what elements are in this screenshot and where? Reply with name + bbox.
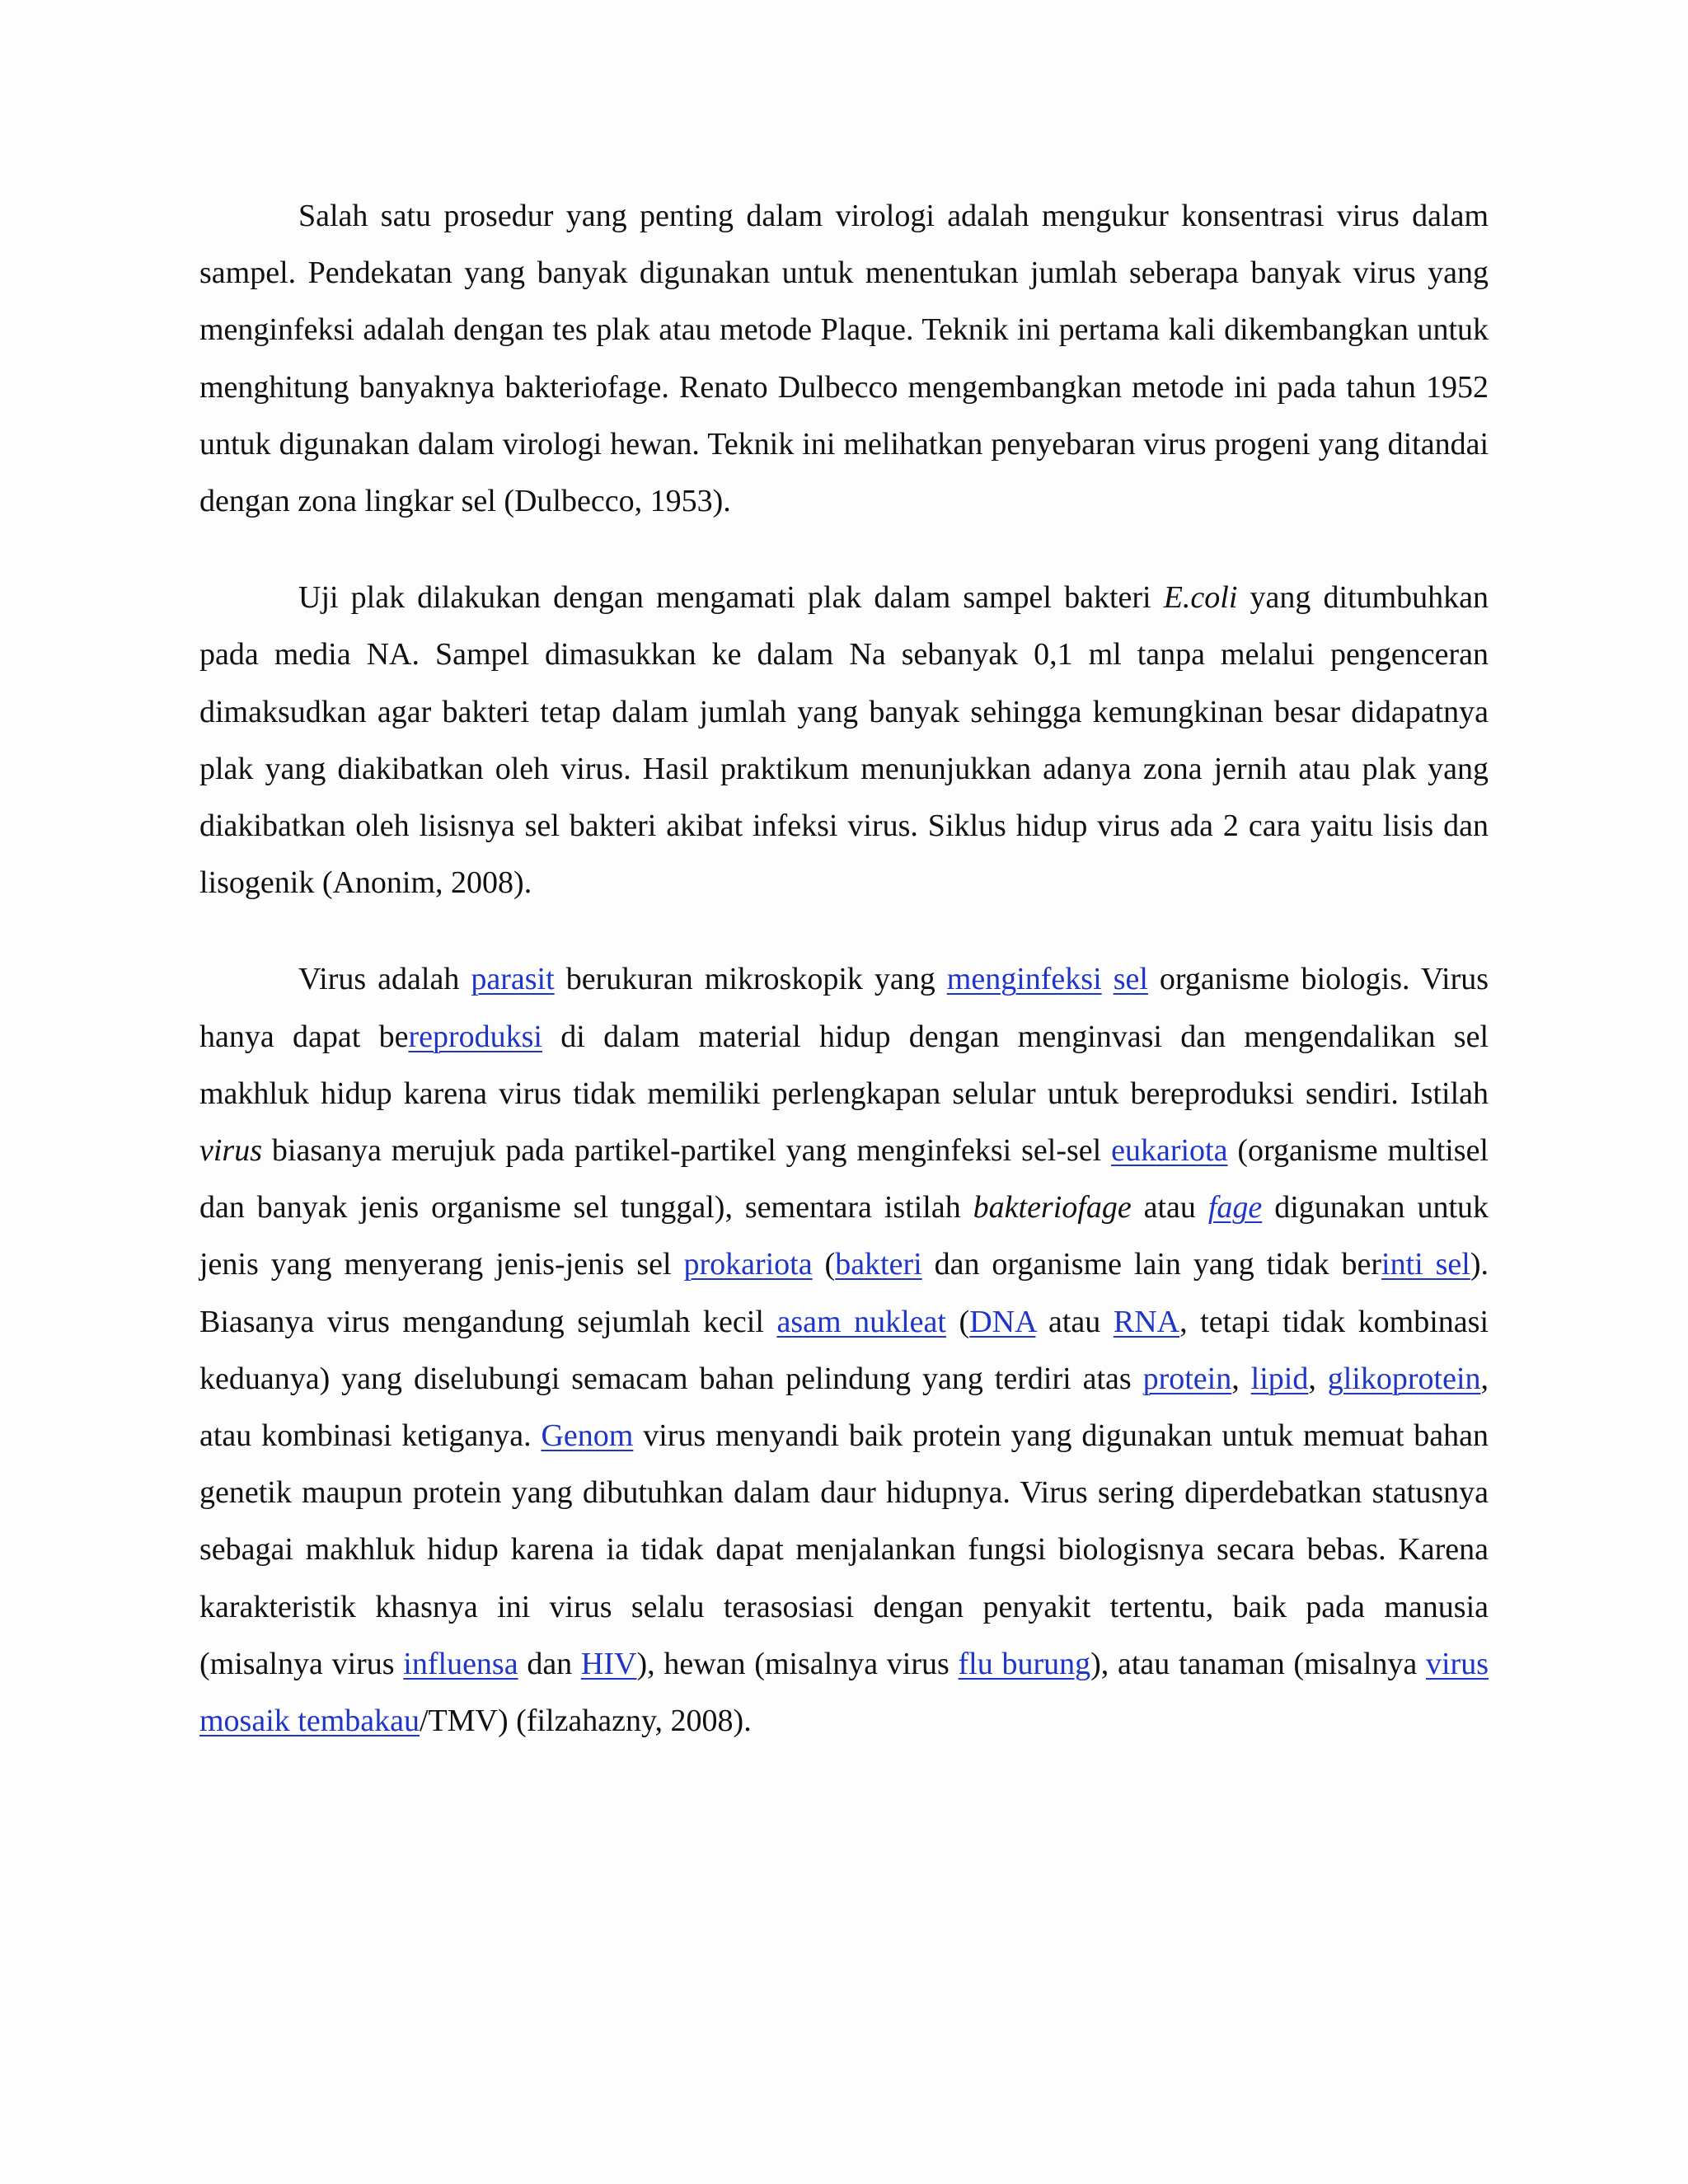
link-virus-mosaik-tembakau[interactable]: virus mosaik tembakau <box>199 1646 1489 1739</box>
text-run: dan organisme lain yang tidak ber <box>921 1247 1382 1282</box>
text-run: digunakan untuk jenis yang menyerang jenis-jenis sel <box>199 1190 1489 1282</box>
link-reproduksi[interactable]: reproduksi <box>408 1019 542 1054</box>
link-influensa[interactable]: influensa <box>403 1646 518 1681</box>
link-fage[interactable]: fage <box>1207 1190 1263 1226</box>
text-run: ( <box>812 1247 836 1282</box>
text-run: /TMV) (filzahazny, 2008). <box>419 1704 752 1739</box>
link-asam-nukleat[interactable]: asam nukleat <box>776 1304 946 1339</box>
text-run: organisme biologis. Virus hanya dapat be <box>199 962 1489 1054</box>
link-genom[interactable]: Genom <box>541 1418 634 1454</box>
text-run: Salah satu prosedur yang penting dalam virologi adalah mengukur konsentrasi virus dalam sampel. Pendekatan yang banyak digunakan untuk menentukan jumlah seberapa banyak virus yang menginfeksi adalah dengan tes plak atau metode Plaque. Teknik ini pertama kali dikembangkan untuk menghitung banyaknya bakteriofage. Renato Dulbecco mengembangkan metode ini pada tahun 1952 untuk digunakan dalam virologi hewan. Teknik ini melihatkan penyebaran virus progeni yang ditandai dengan zona lingkar sel (Dulbecco, 1953). <box>199 199 1489 519</box>
text-run: berukuran mikroskopik yang <box>554 962 947 997</box>
italic-term-bakteriofage: bakteriofage <box>973 1190 1132 1226</box>
text-run: (organisme multisel dan banyak jenis organisme sel tunggal), sementara istilah <box>199 1133 1489 1226</box>
link-protein[interactable]: protein <box>1142 1361 1232 1396</box>
text-run: ( <box>945 1304 970 1339</box>
document-body <box>199 188 1489 1789</box>
text-run: ), hewan (misalnya virus <box>636 1646 959 1681</box>
text-run: Virus adalah <box>298 962 471 997</box>
text-run: , <box>1308 1361 1328 1396</box>
text-run: atau <box>1131 1190 1208 1226</box>
text-run: ), atau tanaman (misalnya <box>1090 1646 1426 1681</box>
italic-term-virus: virus <box>199 1133 262 1169</box>
text-run: dan <box>518 1646 581 1681</box>
text-run: biasanya merujuk pada partikel-partikel yang menginfeksi sel-sel <box>262 1133 1112 1169</box>
text-run: di dalam material hidup dengan menginvasi dan mengendalikan sel makhluk hidup karena virus tidak memiliki perlengkapan selular untuk bereproduksi sendiri. Istilah <box>199 1019 1489 1111</box>
text-run: Uji plak dilakukan dengan mengamati plak dalam sampel bakteri <box>298 580 1164 616</box>
paragraph-plaque-test <box>199 569 1489 912</box>
link-glikoprotein[interactable]: glikoprotein <box>1327 1361 1481 1396</box>
link-bakteri[interactable]: bakteri <box>835 1247 922 1282</box>
text-run: yang ditumbuhkan pada media NA. Sampel dimasukkan ke dalam Na sebanyak 0,1 ml tanpa melalui pengenceran dimaksudkan agar bakteri tetap dalam jumlah yang banyak sehingga kemungkinan besar didapatnya plak yang diakibatkan oleh virus. Hasil praktikum menunjukkan adanya zona jernih atau plak yang diakibatkan oleh lisisnya sel bakteri akibat infeksi virus. Siklus hidup virus ada 2 cara yaitu lisis dan lisogenik (Anonim, 2008). <box>199 580 1489 901</box>
text-run: , <box>1231 1361 1251 1396</box>
text-run <box>1102 962 1114 996</box>
paragraph-plaque-method <box>199 188 1489 530</box>
text-run: atau <box>1035 1304 1114 1339</box>
link-inti-sel[interactable]: inti sel <box>1381 1247 1470 1282</box>
italic-term-e-coli: E.coli <box>1163 580 1238 616</box>
link-hiv[interactable]: HIV <box>580 1646 637 1681</box>
text-run: , atau kombinasi ketiganya. <box>199 1361 1489 1454</box>
link-flu-burung[interactable]: flu burung <box>958 1646 1091 1681</box>
text-run: virus menyandi baik protein yang digunakan untuk memuat bahan genetik maupun protein yang dibutuhkan dalam daur hidupnya. Virus sering diperdebatkan statusnya sebagai makhluk hidup karena ia tidak dapat menjalankan fungsi biologisnya secara bebas. Karena karakteristik khasnya ini virus selalu terasosiasi dengan penyakit tertentu, baik pada manusia (misalnya virus <box>199 1418 1489 1681</box>
link-prokariota[interactable]: prokariota <box>683 1247 813 1282</box>
link-menginfeksi[interactable]: menginfeksi <box>946 962 1102 997</box>
link-dna[interactable]: DNA <box>969 1304 1036 1339</box>
paragraph-virus-definition <box>199 951 1489 1750</box>
link-sel[interactable]: sel <box>1113 962 1148 997</box>
link-parasit[interactable]: parasit <box>471 962 555 997</box>
link-lipid[interactable]: lipid <box>1250 1361 1309 1396</box>
text-run: , tetapi tidak kombinasi keduanya) yang diselubungi semacam bahan pelindung yang terdiri atas <box>199 1304 1489 1396</box>
link-rna[interactable]: RNA <box>1113 1304 1180 1339</box>
link-eukariota[interactable]: eukariota <box>1111 1133 1228 1169</box>
text-run: ). Biasanya virus mengandung sejumlah kecil <box>199 1247 1489 1339</box>
